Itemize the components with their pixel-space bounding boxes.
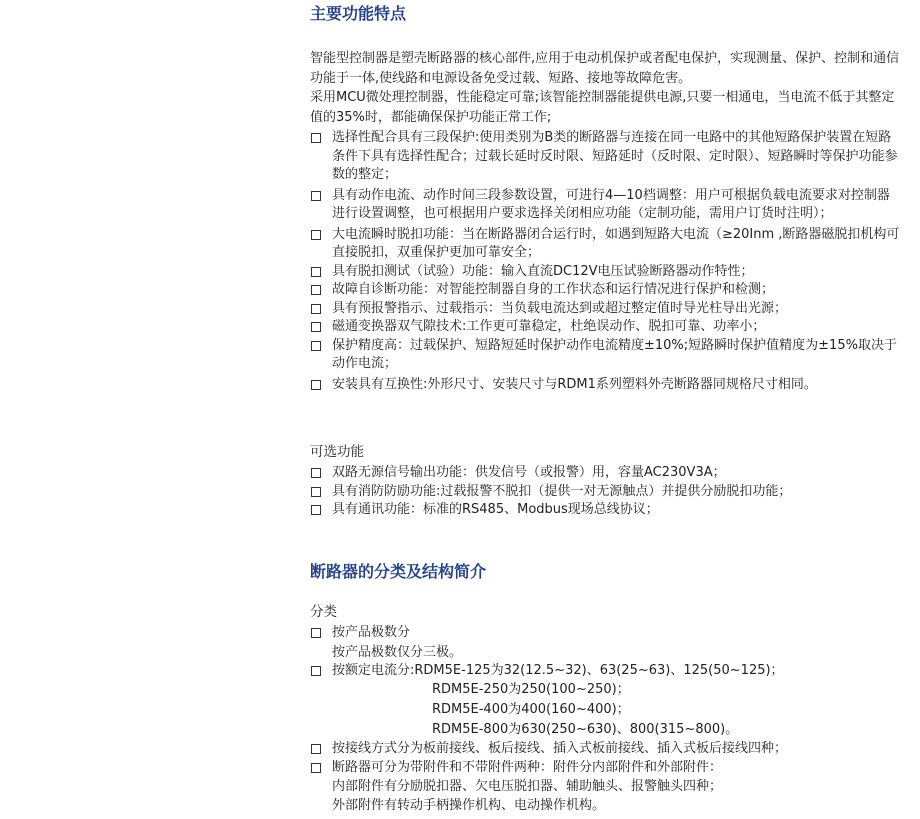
section-title-main-features: 主要功能特点 <box>310 4 407 23</box>
checkbox-square-icon <box>311 487 321 497</box>
checkbox-square-icon <box>311 230 321 240</box>
optional-features <box>310 442 900 520</box>
list-item <box>310 740 900 759</box>
list-item <box>310 281 900 300</box>
checkbox-square-icon <box>311 380 321 390</box>
list-item <box>310 129 900 185</box>
checkbox-square-icon <box>311 133 321 143</box>
list-item-text: 具有脱扣测试（试验）功能：输入直流DC12V电压试验断路器动作特性； <box>332 263 754 279</box>
checkbox-square-icon <box>311 505 321 515</box>
list-item <box>310 337 900 374</box>
rating-line: RDM5E-800为630(250~630)、800(315~800)。 <box>432 722 739 737</box>
list-item <box>310 226 900 263</box>
checkbox-square-icon <box>311 267 321 277</box>
checkbox-square-icon <box>311 763 321 773</box>
checkbox-square-icon <box>311 628 321 638</box>
classification-heading: 分类 <box>310 604 337 620</box>
list-item-text: 具有预报警指示、过载指示：当负载电流达到或超过整定值时导光柱导出光源； <box>332 300 788 316</box>
intro-block <box>310 49 900 127</box>
list-item-text: 大电流瞬时脱扣功能：当在断路器闭合运行时，如遇到短路大电流（≥20Inm ,断路器磁脱扣机构可直接脱扣，双重保护更加可靠安全； <box>332 226 900 260</box>
classification-block <box>310 602 900 815</box>
list-item <box>310 759 900 778</box>
intro-paragraph: 采用MCU微处理控制器，性能稳定可靠;该智能控制器能提供电源,只要一相通电，当电流不低于其整定值的35%时，都能确保保护功能正常工作; <box>310 90 895 125</box>
list-item-text: 磁通变换器双气隙技术:工作更可靠稳定，杜绝误动作、脱扣可靠、功率小； <box>332 319 766 334</box>
list-item <box>310 662 900 681</box>
list-item-text: 断路器可分为带附件和不带附件两种：附件分内部附件和外部附件： <box>332 759 723 775</box>
optional-heading: 可选功能 <box>310 444 364 460</box>
list-item-detail: 内部附件有分励脱扣器、欠电压脱扣器、辅助触头、报警触头四种； <box>332 779 723 794</box>
list-item <box>310 187 900 224</box>
checkbox-square-icon <box>311 666 321 676</box>
list-item <box>310 624 900 643</box>
list-item <box>310 376 900 395</box>
list-item-text: 按接线方式分为板前接线、板后接线、插入式板前接线、插入式板后接线四种； <box>332 741 788 756</box>
rating-line: RDM5E-250为250(100~250)； <box>432 682 630 697</box>
list-item-detail: 外部附件有转动手柄操作机构、电动操作机构。 <box>332 798 606 813</box>
list-item <box>310 464 900 483</box>
checkbox-square-icon <box>311 341 321 351</box>
list-item <box>310 483 900 502</box>
list-item-text: 故障自诊断功能：对智能控制器自身的工作状态和运行情况进行保护和检测； <box>332 282 775 297</box>
list-item-text: 选择性配合具有三段保护:使用类别为B类的断路器与连接在同一电路中的其他短路保护装置在短路条件下具有选择性配合；过载长延时反时限、短路延时（反时限、定时限）、短路瞬时等保护功能参数的整定； <box>332 130 898 182</box>
list-item-text: 按产品极数分 <box>332 625 411 640</box>
intro-paragraph: 智能型控制器是塑壳断路器的核心部件,应用于电动机保护或者配电保护，实现测量、保护、控制和通信功能于一体,使线路和电源设备免受过载、短路、接地等故障危害。 <box>310 51 900 86</box>
list-item-text: 按额定电流分:RDM5E-125为32(12.5~32)、63(25~63)、125(50~125)； <box>332 662 784 678</box>
list-item-text: 保护精度高：过载保护、短路短延时保护动作电流精度±10%;短路瞬时保护值精度为±15%取决于动作电流； <box>332 337 897 371</box>
list-item <box>310 300 900 319</box>
list-item-text: 双路无源信号输出功能：供发信号（或报警）用，容量AC230V3A； <box>332 465 726 480</box>
list-item <box>310 501 900 520</box>
checkbox-square-icon <box>311 285 321 295</box>
checkbox-square-icon <box>311 468 321 478</box>
list-item-text: 具有通讯功能：标准的RS485、Modbus现场总线协议； <box>332 502 659 517</box>
list-item <box>310 263 900 282</box>
feature-list <box>310 129 900 394</box>
checkbox-square-icon <box>311 304 321 314</box>
checkbox-square-icon <box>311 744 321 754</box>
list-item-text: 安装具有互换性:外形尺寸、安装尺寸与RDM1系列塑料外壳断路器同规格尺寸相同。 <box>332 376 817 392</box>
list-item-text: 具有消防防励功能:过载报警不脱扣（提供一对无源触点）并提供分励脱扣功能； <box>332 483 792 499</box>
checkbox-square-icon <box>311 322 321 332</box>
checkbox-square-icon <box>311 191 321 201</box>
rating-line: RDM5E-400为400(160~400)； <box>432 702 630 717</box>
list-item-detail: 按产品极数仅分三极。 <box>332 644 463 660</box>
list-item <box>310 318 900 337</box>
section-title-classification: 断路器的分类及结构简介 <box>310 562 487 581</box>
list-item-text: 具有动作电流、动作时间三段参数设置，可进行4—10档调整：用户可根据负载电流要求对控制器进行设置调整，也可根据用户要求选择关闭相应功能（定制功能，需用户订货时注明）； <box>332 187 890 221</box>
